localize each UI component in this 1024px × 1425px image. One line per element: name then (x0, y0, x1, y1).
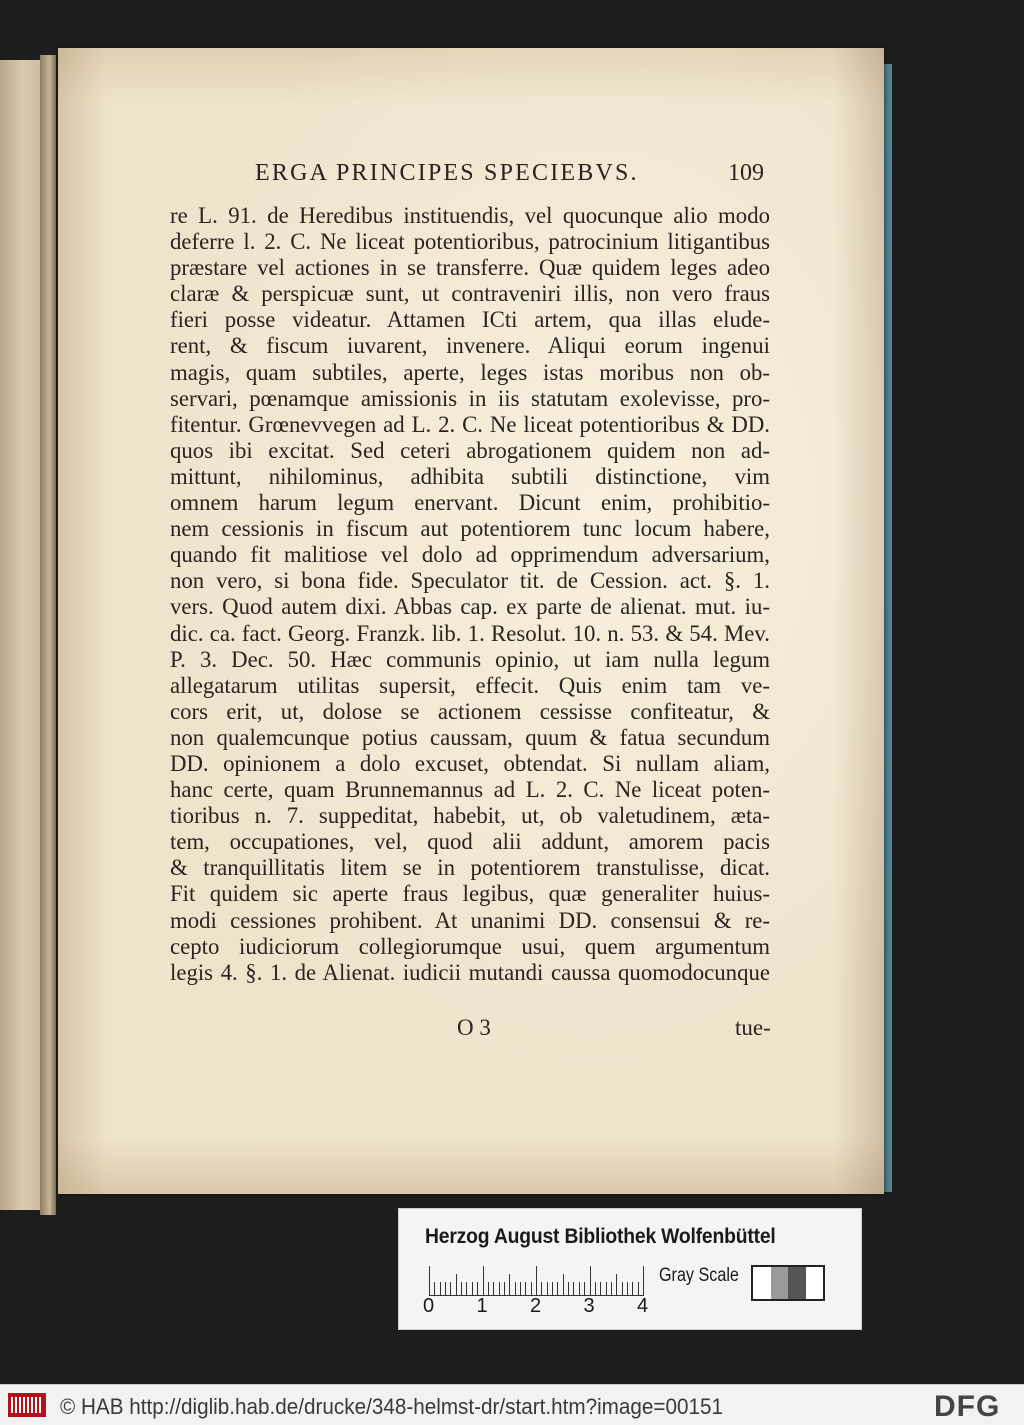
book-gutter (40, 55, 56, 1215)
catchword: tue- (735, 1015, 771, 1040)
text-line: tem, occupationes, vel, quod alii addunt, amorem pacis (170, 829, 770, 855)
text-line: fitentur. Grœnevvegen ad L. 2. C. Ne liceat potentioribus & DD. (170, 411, 770, 437)
ruler-tick (563, 1274, 564, 1296)
text-line: tioribus n. 7. suppeditat, habebit, ut, ob valetudinem, æta- (170, 803, 770, 829)
ruler-tick (638, 1282, 639, 1296)
gray-scale-swatches (751, 1265, 825, 1301)
ruler-tick (541, 1282, 542, 1296)
ruler-tick (461, 1282, 462, 1296)
ruler-tick (579, 1282, 580, 1296)
hab-logo-icon (8, 1393, 46, 1417)
ruler-tick (632, 1282, 633, 1296)
caption-bar (0, 1384, 1024, 1425)
text-line: DD. opinionem a dolo excuset, obtendat. Si nullam aliam, (170, 750, 770, 776)
gray-scale-label: Gray Scale (659, 1265, 739, 1286)
text-line: non vero, si bona fide. Speculator tit. de Cession. act. §. 1. (170, 568, 770, 594)
ruler-tick (472, 1282, 473, 1296)
ruler-tick (525, 1282, 526, 1296)
text-line: rent, & fiscum iuvarent, invenere. Aliqui eorum ingenui (170, 333, 770, 359)
text-line: quando fit malitiose vel dolo ad opprimendum adversarium, (170, 542, 770, 568)
text-line: non qualemcunque potius caussam, quum & fatua secundum (170, 724, 770, 750)
text-line: Fit quidem sic aperte fraus legibus, quæ generaliter huius- (170, 881, 770, 907)
text-line: allegatarum utilitas supersit, effecit. Quis enim tam ve- (170, 672, 770, 698)
text-line: magis, quam subtiles, aperte, leges istas moribus non ob- (170, 359, 770, 385)
ruler-tick (434, 1282, 435, 1296)
text-line: & tranquillitatis litem se in potentiorem transtulisse, dicat. (170, 855, 770, 881)
ruler-tick (466, 1282, 467, 1296)
text-line: servari, pœnamque amissionis in iis statutam exolevisse, pro- (170, 385, 770, 411)
ruler-tick (493, 1282, 494, 1296)
ruler-tick (590, 1266, 591, 1296)
gray-swatch (806, 1267, 824, 1299)
ruler-tick (622, 1282, 623, 1296)
ruler-tick (611, 1282, 612, 1296)
ruler-tick (573, 1282, 574, 1296)
text-line: vers. Quod autem dixi. Abbas cap. ex parte de alienat. mut. iu- (170, 594, 770, 620)
scale-ruler (429, 1264, 644, 1296)
text-line: re L. 91. de Heredibus instituendis, vel quocunque alio modo (170, 203, 770, 228)
ruler-tick (595, 1282, 596, 1296)
ruler-tick (515, 1282, 516, 1296)
ruler-tick (509, 1274, 510, 1296)
ruler-number: 3 (583, 1295, 595, 1317)
ruler-tick (456, 1274, 457, 1296)
ruler-tick (643, 1266, 644, 1296)
ruler-number: 4 (637, 1295, 649, 1317)
ruler-tick (483, 1266, 484, 1296)
signature-mark: O 3 (457, 1015, 491, 1040)
ruler-tick (627, 1282, 628, 1296)
page-number: 109 (728, 160, 764, 186)
color-target-card (398, 1208, 862, 1330)
ruler-tick (552, 1282, 553, 1296)
source-url[interactable]: © HAB http://diglib.hab.de/drucke/348-helmst-dr/start.htm?image=00151 (60, 1394, 723, 1419)
gray-swatch (788, 1267, 806, 1299)
ruler-tick (557, 1282, 558, 1296)
gray-swatch (753, 1267, 771, 1299)
text-line: cors erit, ut, dolose se actionem cessisse confiteatur, & (170, 698, 770, 724)
ruler-tick (488, 1282, 489, 1296)
text-line: deferre l. 2. C. Ne liceat potentioribus, patrocinium litigantibus (170, 229, 770, 255)
ruler-tick (600, 1282, 601, 1296)
dfg-logo: DFG (934, 1390, 1001, 1423)
ruler-tick (477, 1282, 478, 1296)
text-line: fieri posse videatur. Attamen ICti artem, qua illas elude- (170, 307, 770, 333)
ruler-number: 2 (530, 1295, 542, 1317)
page-footer (170, 1015, 770, 1045)
ruler-number: 0 (423, 1295, 435, 1317)
ruler-tick (584, 1282, 585, 1296)
ruler-tick (445, 1282, 446, 1296)
gray-swatch (771, 1267, 789, 1299)
text-line: nem cessionis in fiscum aut potentiorem tunc locum habere, (170, 516, 770, 542)
text-line: quos ibi excitat. Sed ceteri abrogationem quidem non ad- (170, 437, 770, 463)
ruler-tick (536, 1266, 537, 1296)
text-line: legis 4. §. 1. de Alienat. iudicii mutandi caussa quomodocunque (170, 959, 770, 985)
running-head (200, 118, 780, 186)
ruler-tick (429, 1266, 430, 1296)
running-head-title: ERGA PRINCIPES SPECIEBVS. (255, 160, 639, 186)
ruler-tick (450, 1282, 451, 1296)
ruler-tick (616, 1274, 617, 1296)
text-line: dic. ca. fact. Georg. Franzk. lib. 1. Resolut. 10. n. 53. & 54. Mev. (170, 620, 770, 646)
ruler-number: 1 (476, 1295, 488, 1317)
ruler-tick (568, 1282, 569, 1296)
body-text (170, 203, 770, 986)
text-line: omnem harum legum enervant. Dicunt enim, prohibitio- (170, 490, 770, 516)
text-line: modi cessiones prohibent. At unanimi DD. consensui & re- (170, 907, 770, 933)
ruler-tick (606, 1282, 607, 1296)
text-line: præstare vel actiones in se transferre. Quæ quidem leges adeo (170, 255, 770, 281)
ruler-tick (547, 1282, 548, 1296)
ruler-tick (440, 1282, 441, 1296)
ruler-tick (504, 1282, 505, 1296)
text-line: hanc certe, quam Brunnemannus ad L. 2. C. Ne liceat poten- (170, 777, 770, 803)
text-line: claræ & perspicuæ sunt, ut contraveniri illis, non vero fraus (170, 281, 770, 307)
ruler-tick (520, 1282, 521, 1296)
ruler-tick (531, 1282, 532, 1296)
text-line: P. 3. Dec. 50. Hæc communis opinio, ut iam nulla legum (170, 646, 770, 672)
ruler-tick (499, 1282, 500, 1296)
text-line: cepto iudiciorum collegiorumque usui, quem argumentum (170, 933, 770, 959)
text-line: mittunt, nihilominus, adhibita subtili distinctione, vim (170, 463, 770, 489)
library-name: Herzog August Bibliothek Wolfenbüttel (425, 1225, 776, 1248)
